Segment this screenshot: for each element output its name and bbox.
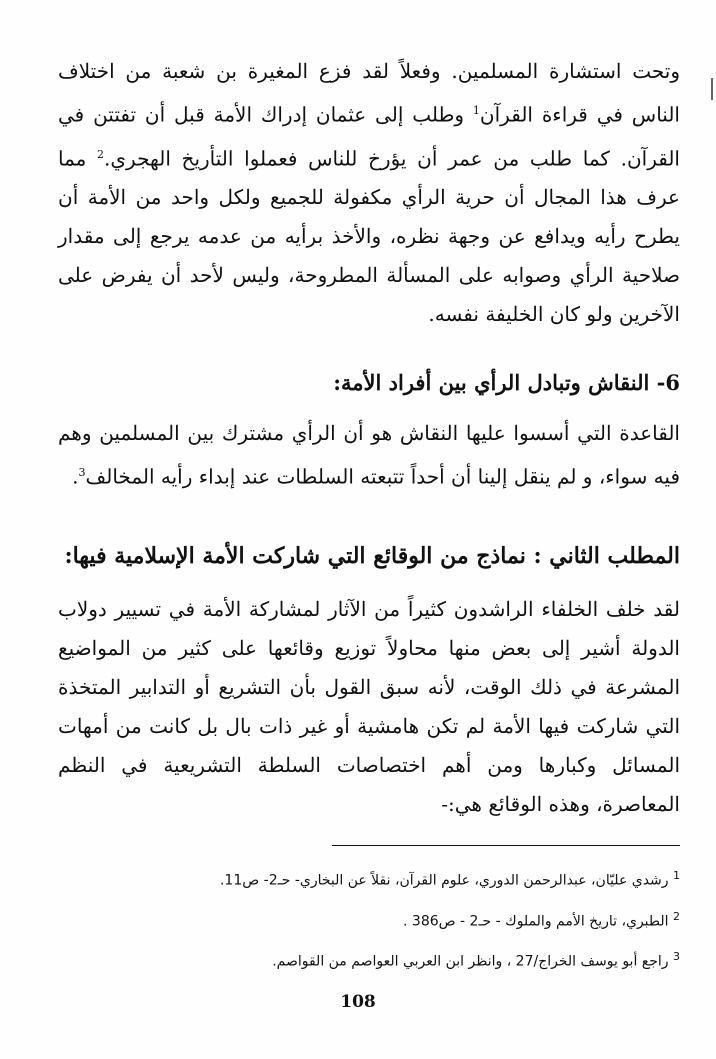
- footnote-ref-2[interactable]: 2: [97, 147, 105, 161]
- section-heading-discussion: 6- النقاش وتبادل الرأي بين أفراد الأمة:: [333, 370, 680, 395]
- paragraph-text: لقد خلف الخلفاء الراشدون كثيراً من الآثار لمشاركة الأمة في تسيير دولاب الدولة أشير إلى بعض منها محاولاً توزيع وقائعها على كثير من المواضيع المشرعة في ذلك الوقت، لأنه سبق القول بأن التشريع أو التدابير المتخذة التي شاركت فيها الأمة لم تكن هامشية أو غير ذات بال بل كانت من أمهات المسائل وكبارها ومن أهم اختصاصات السلطة التشريعية في النظم المعاصرة، وهذه الوقائع هي:-: [58, 597, 680, 816]
- paragraph-consultation: [58, 52, 680, 334]
- paragraph-examples: [58, 590, 680, 824]
- footnote-text: رشدي عليّان، عبدالرحمن الدوري، علوم القرآن، نقلاً عن البخاري- حـ2- ص11.: [219, 872, 673, 889]
- footnote-number: 2: [673, 909, 680, 923]
- section-heading-examples: المطلب الثاني : نماذج من الوقائع التي شاركت الأمة الإسلامية فيها:: [64, 543, 680, 569]
- paragraph-discussion: [58, 414, 680, 497]
- footnote-2: [58, 907, 680, 932]
- paragraph-text-end: .: [72, 464, 79, 489]
- paragraph-text: [58, 414, 680, 497]
- footnote-ref-1[interactable]: 1: [472, 104, 480, 117]
- paragraph-text-start: القاعدة التي أسسوا عليها النقاش هو أن الرأي مشترك بين المسلمين وهم فيه سواء، و لم ينقل إلينا أن أحداً تتبعته السلطات عند إبداء رأيه المخالف: [58, 421, 680, 489]
- page-number: 108: [340, 992, 376, 1012]
- footnote-text: راجع أبو يوسف الخراج/27 ، وانظر ابن العربي العواصم من القواصم.: [272, 953, 673, 970]
- paragraph-text-middle: وطلب إلى عثمان إدراك الأمة قبل أن تفتتن في القرآن. كما طلب من عمر أن يؤرخ للناس فعملوا التأريخ الهجري.: [58, 102, 680, 171]
- footnote-number: 1: [673, 869, 680, 882]
- footnotes: [58, 866, 680, 988]
- footnote-number: 3: [673, 950, 680, 964]
- footnote-ref-3[interactable]: 3: [78, 466, 86, 479]
- paragraph-text: [58, 52, 680, 334]
- footnote-1: [58, 866, 680, 891]
- scan-edge-mark: [711, 78, 713, 100]
- footnote-text: الطبري، تاريخ الأمم والملوك - حـ2 - ص386 .: [403, 913, 673, 930]
- paragraph-text-end: مما عرف هذا المجال أن حرية الرأي مكفولة للجميع ولكل واحد من الأمة أن يطرح رأيه ويدافع عن وجهة نظره، والأخذ برأيه من عدمه يرجع إلى مقدار صلاحية الرأي وصوابه على المسألة المطروحة، وليس لأحد أن يفرض على الآخرين ولو كان الخليفة نفسه.: [58, 146, 680, 327]
- footnote-divider: [332, 845, 680, 846]
- footnote-3: [58, 947, 680, 972]
- paragraph-text-start: وتحت استشارة المسلمين. وفعلاً لقد فزع المغيرة بن شعبة من اختلاف الناس في قراءة القرآن: [58, 59, 680, 127]
